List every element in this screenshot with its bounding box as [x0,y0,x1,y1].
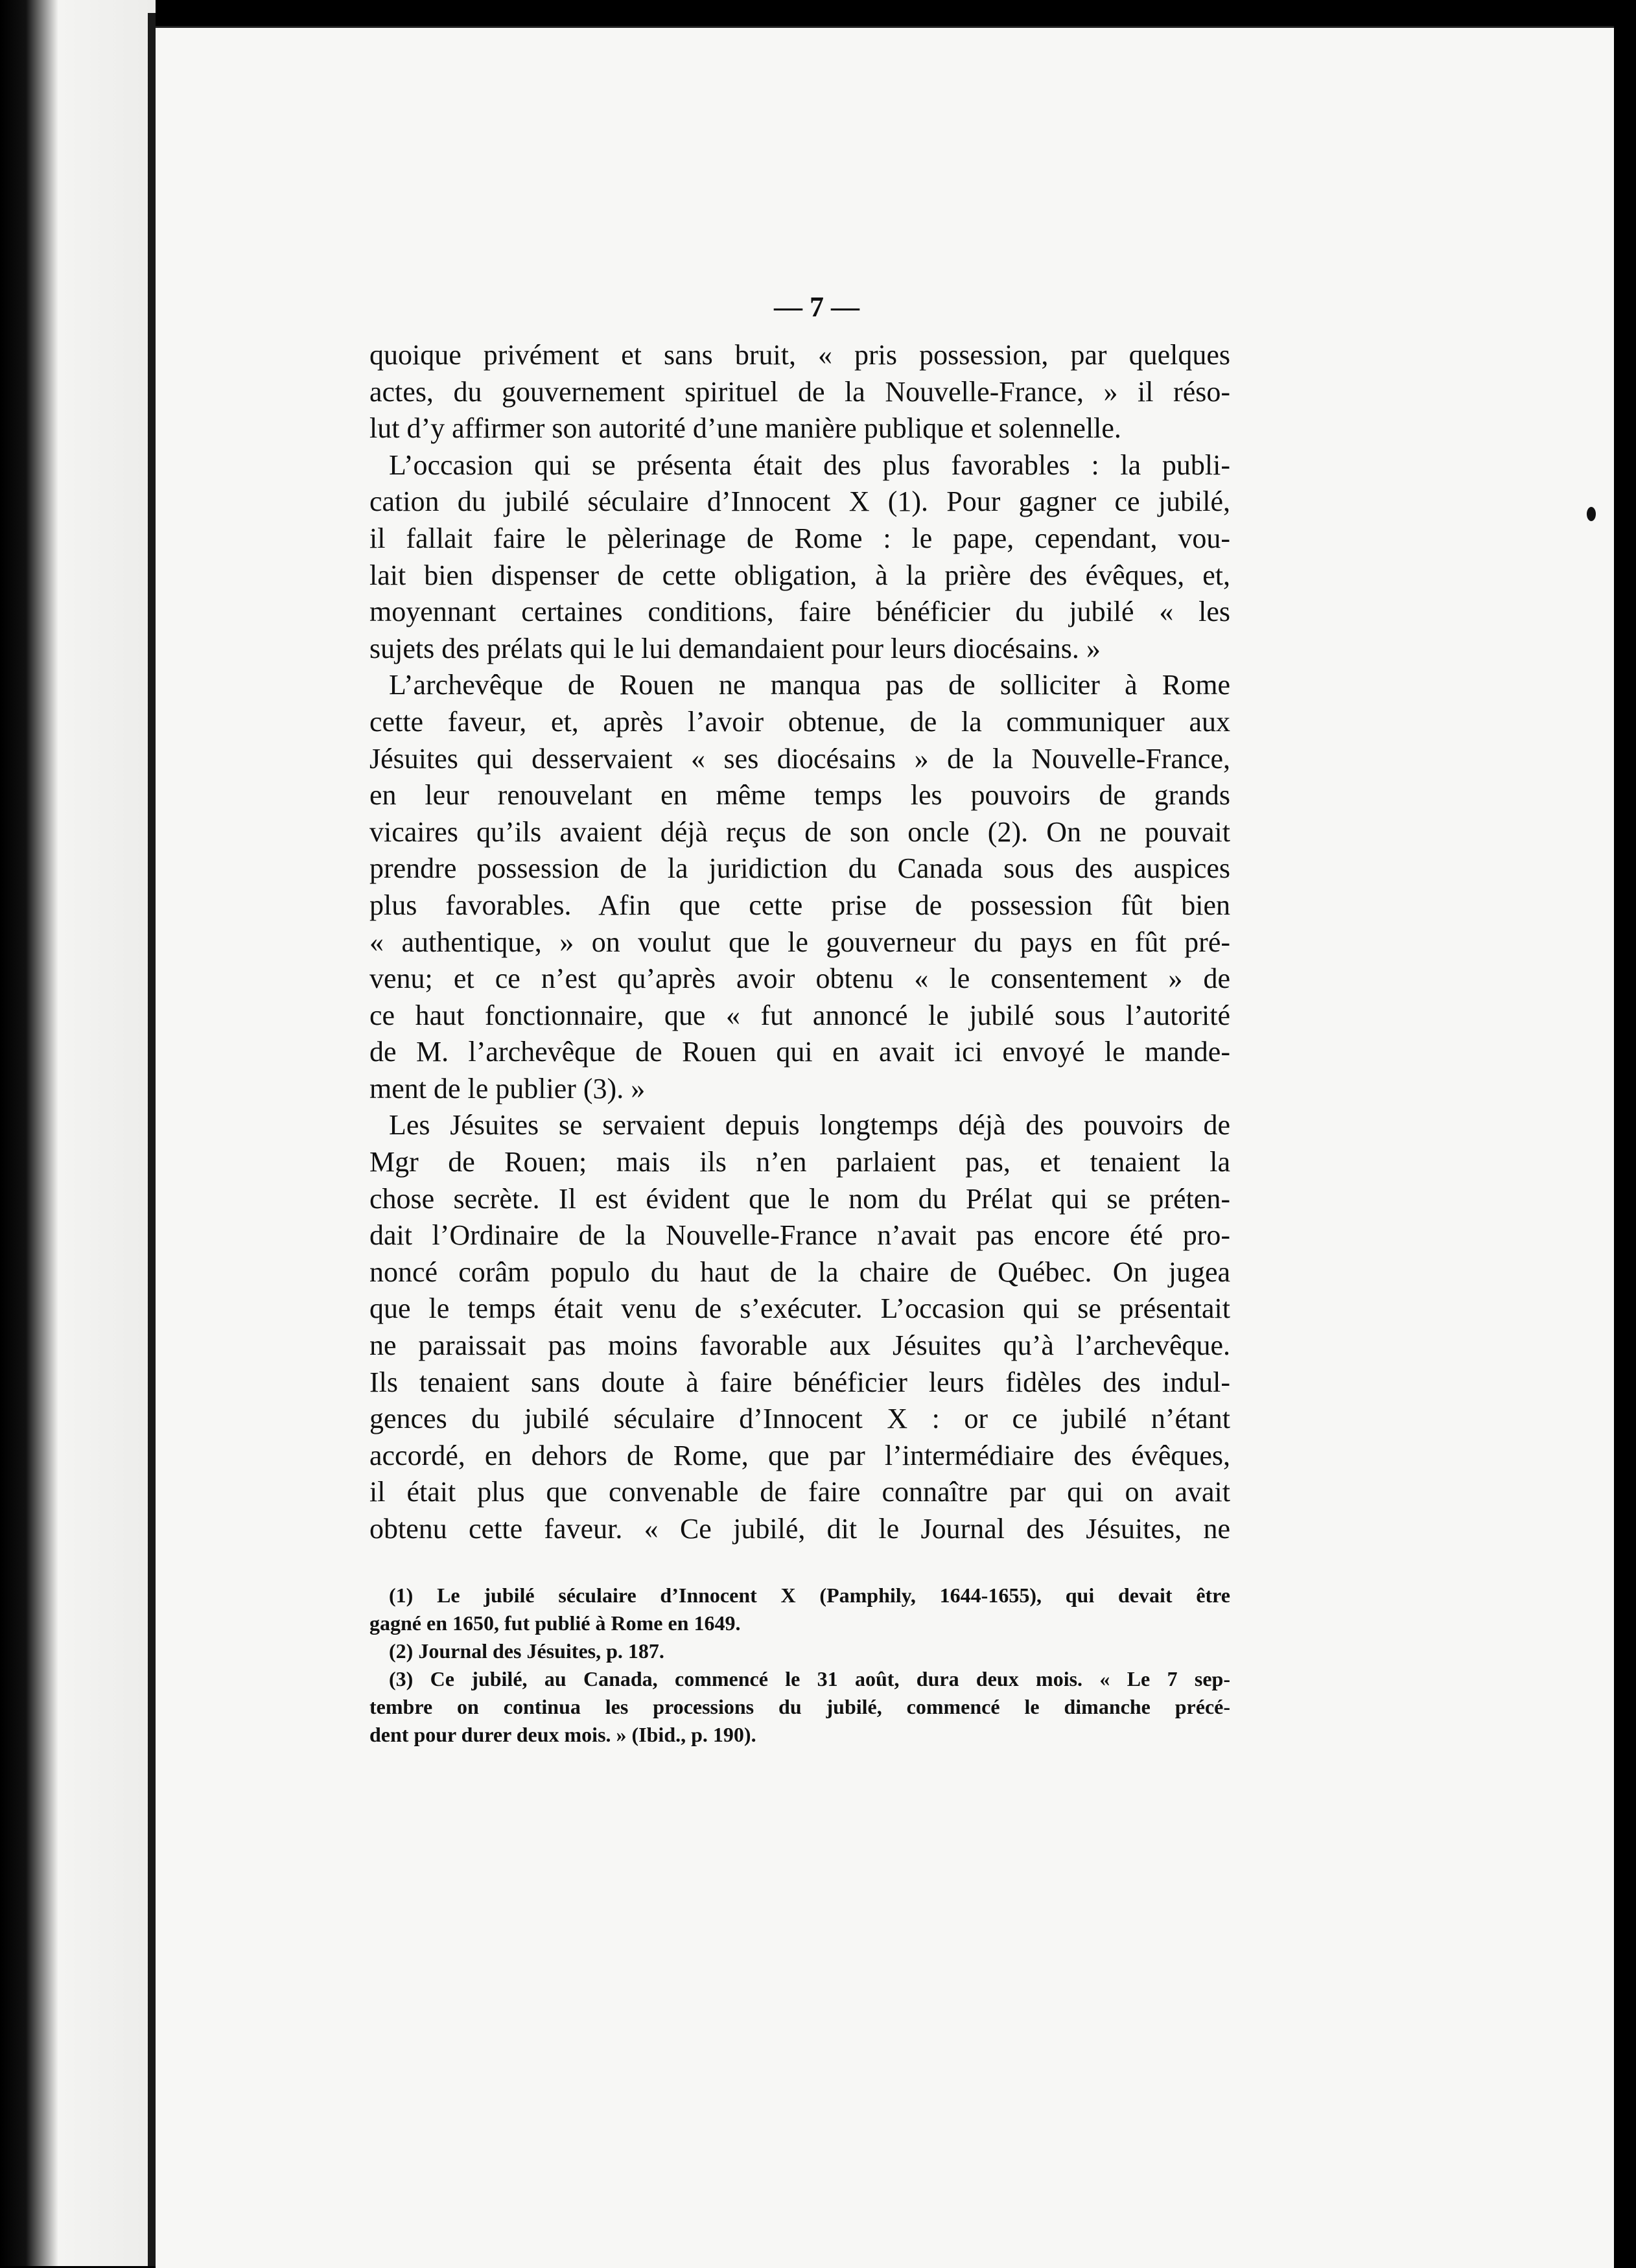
page-number: — 7 — [774,291,859,323]
page-right-edge [1614,0,1636,2266]
text-line: cette faveur, et, après l’avoir obtenue, de la communiquer aux [369,705,1230,738]
footnote-line: (2) Journal des Jésuites, p. 187. [389,1639,664,1663]
text-line: vicaires qu’ils avaient déjà reçus de son oncle (2). On ne pouvait [369,815,1230,848]
text-line: Jésuites qui desservaient « ses diocésains » de la Nouvelle-France, [369,742,1230,775]
footnotes [369,1582,1230,1749]
text-line: moyennant certaines conditions, faire bénéficier du jubilé « les [369,596,1230,628]
text-line: que le temps était venu de s’exécuter. L’occasion qui se présentait [369,1292,1230,1325]
text-line: de M. l’archevêque de Rouen qui en avait ici envoyé le mande- [369,1036,1230,1068]
text-line: L’occasion qui se présenta était des plus favorables : la publi- [389,449,1230,481]
text-line: prendre possession de la juridiction du Canada sous des auspices [369,852,1230,885]
text-line: ne paraissait pas moins favorable aux Jésuites qu’à l’archevêque. [369,1329,1230,1362]
text-line: accordé, en dehors de Rome, que par l’intermédiaire des évêques, [369,1439,1230,1471]
text-line: venu; et ce n’est qu’après avoir obtenu « le consentement » de [369,963,1230,995]
footnote-line: dent pour durer deux mois. » (Ibid., p. 190). [369,1723,756,1746]
text-line: ment de le publier (3). » [369,1072,646,1105]
text-line: chose secrète. Il est évident que le nom du Prélat qui se préten- [369,1182,1230,1215]
text-line: noncé corâm populo du haut de la chaire de Québec. On jugea [369,1256,1230,1288]
ink-speck [1587,507,1596,521]
text-line: « authentique, » on voulut que le gouverneur du pays en fût pré- [369,926,1230,958]
footnote-line: (1) Le jubilé séculaire d’Innocent X (Pamphily, 1644-1655), qui devait être [389,1584,1230,1607]
text-line: Les Jésuites se servaient depuis longtemps déjà des pouvoirs de [389,1109,1230,1141]
text-line: Mgr de Rouen; mais ils n’en parlaient pas, et tenaient la [369,1146,1230,1178]
text-line: il fallait faire le pèlerinage de Rome : le pape, cependant, vou- [369,522,1230,554]
footnote-line: gagné en 1650, fut publié à Rome en 1649. [369,1611,741,1635]
text-line: actes, du gouvernement spirituel de la Nouvelle-France, » il réso- [369,375,1230,408]
text-line: plus favorables. Afin que cette prise de possession fût bien [369,889,1230,921]
main-text [369,337,1230,1548]
text-line: ce haut fonctionnaire, que « fut annoncé le jubilé sous l’autorité [369,999,1230,1031]
text-line: lait bien dispenser de cette obligation, à la prière des évêques, et, [369,559,1230,591]
text-line: il était plus que convenable de faire connaître par qui on avait [369,1476,1230,1508]
text-line: L’archevêque de Rouen ne manqua pas de solliciter à Rome [389,669,1230,701]
text-line: Ils tenaient sans doute à faire bénéficier leurs fidèles des indul- [369,1366,1230,1398]
text-line: lut d’y affirmer son autorité d’une manière publique et solennelle. [369,412,1121,445]
text-line: gences du jubilé séculaire d’Innocent X : or ce jubilé n’étant [369,1403,1230,1435]
text-line: en leur renouvelant en même temps les pouvoirs de grands [369,779,1230,812]
text-line: sujets des prélats qui le lui demandaient pour leurs diocésains. » [369,632,1101,664]
text-line: dait l’Ordinaire de la Nouvelle-France n’avait pas encore été pro- [369,1219,1230,1252]
text-line: quoique privément et sans bruit, « pris possession, par quelques [369,339,1230,371]
text-line: obtenu cette faveur. « Ce jubilé, dit le Journal des Jésuites, ne [369,1513,1230,1545]
text-line: cation du jubilé séculaire d’Innocent X (1). Pour gagner ce jubilé, [369,485,1230,518]
footnote-line: tembre on continua les processions du jubilé, commencé le dimanche précé- [369,1695,1230,1718]
book-binding-shadow [0,0,156,2266]
footnote-line: (3) Ce jubilé, au Canada, commencé le 31 août, dura deux mois. « Le 7 sep- [389,1667,1230,1690]
book-gutter [148,13,156,2266]
